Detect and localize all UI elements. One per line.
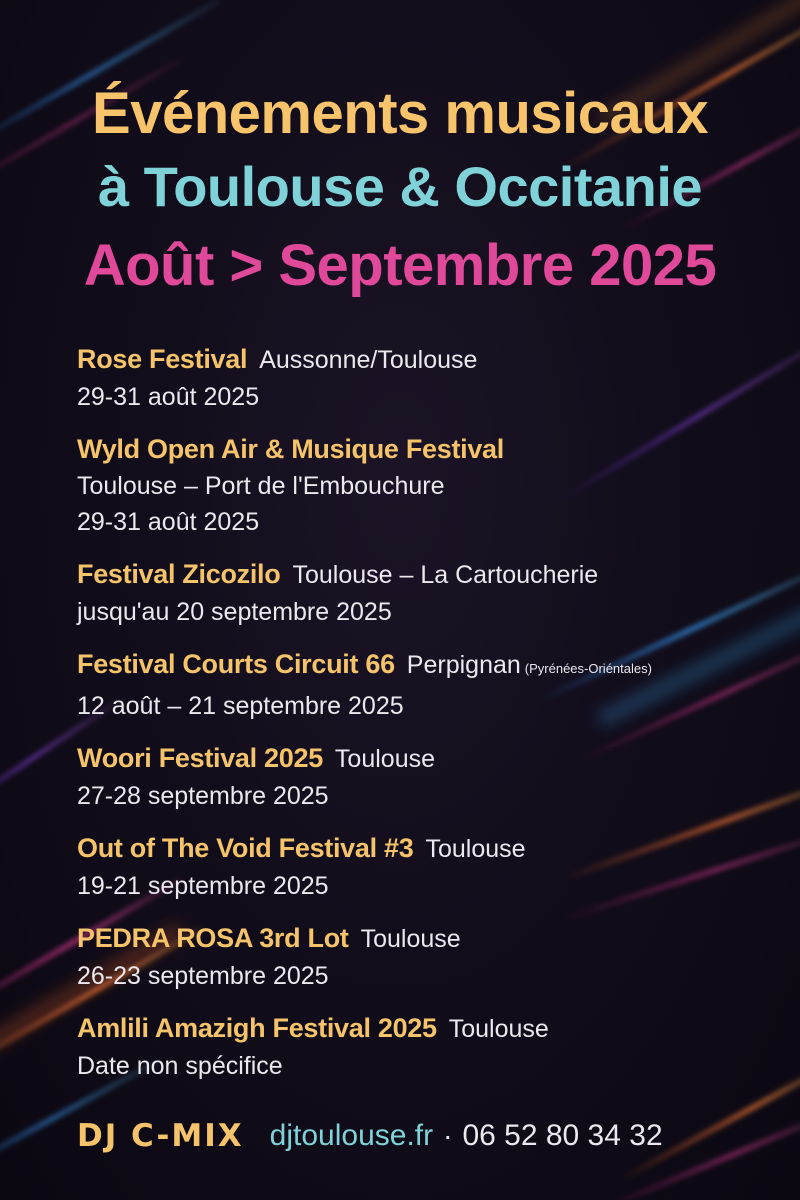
event-name: Festival Zicozilo (77, 559, 281, 589)
event-date: 29-31 août 2025 (77, 383, 260, 411)
event-name: PEDRA ROSA 3rd Lot (77, 923, 349, 953)
event-location: Toulouse – Port de l'Embouchure (77, 472, 445, 500)
event-location: Perpignan (406, 651, 521, 679)
separator-dot: · (443, 1120, 453, 1151)
event-name: Amlili Amazigh Festival 2025 (77, 1013, 437, 1043)
event-date: 29-31 août 2025 (77, 508, 260, 536)
event-date: 27-28 septembre 2025 (77, 782, 329, 810)
event-item (77, 1009, 777, 1084)
phone-number[interactable]: 06 52 80 34 32 (462, 1119, 663, 1152)
event-date: jusqu'au 20 septembre 2025 (77, 598, 392, 626)
event-item (77, 555, 777, 630)
event-item (77, 739, 777, 814)
event-name: Rose Festival (77, 344, 248, 374)
event-location: Toulouse – La Cartoucherie (292, 561, 599, 589)
event-list (77, 340, 777, 1099)
event-item (77, 340, 777, 415)
event-location: Aussonne/Toulouse (259, 346, 478, 374)
event-date: 12 août – 21 septembre 2025 (77, 692, 404, 720)
event-item (77, 430, 777, 540)
event-date: Date non spécifice (77, 1052, 283, 1080)
event-date: 19-21 septembre 2025 (77, 872, 329, 900)
event-location: Toulouse (448, 1015, 549, 1043)
event-name: Wyld Open Air & Musique Festival (77, 434, 504, 464)
brand-logo: DJ C-MIX (77, 1118, 244, 1154)
title-line-1: Événements musicaux (92, 81, 708, 146)
event-item (77, 645, 777, 724)
event-item (77, 919, 777, 994)
event-location: Toulouse (334, 745, 435, 773)
event-location: Toulouse (425, 835, 526, 863)
event-name: Out of The Void Festival #3 (77, 833, 414, 863)
event-location: Toulouse (360, 925, 461, 953)
event-name: Woori Festival 2025 (77, 743, 323, 773)
title-line-2: à Toulouse & Occitanie (97, 155, 703, 218)
event-name: Festival Courts Circuit 66 (77, 649, 395, 679)
event-item (77, 829, 777, 904)
title-line-3: Août > Septembre 2025 (83, 233, 717, 298)
event-date: 26-23 septembre 2025 (77, 962, 329, 990)
event-region: (Pyrénées-Oriéntales) (524, 661, 652, 676)
website-link[interactable]: djtoulouse.fr (269, 1119, 434, 1152)
footer (77, 1118, 757, 1162)
